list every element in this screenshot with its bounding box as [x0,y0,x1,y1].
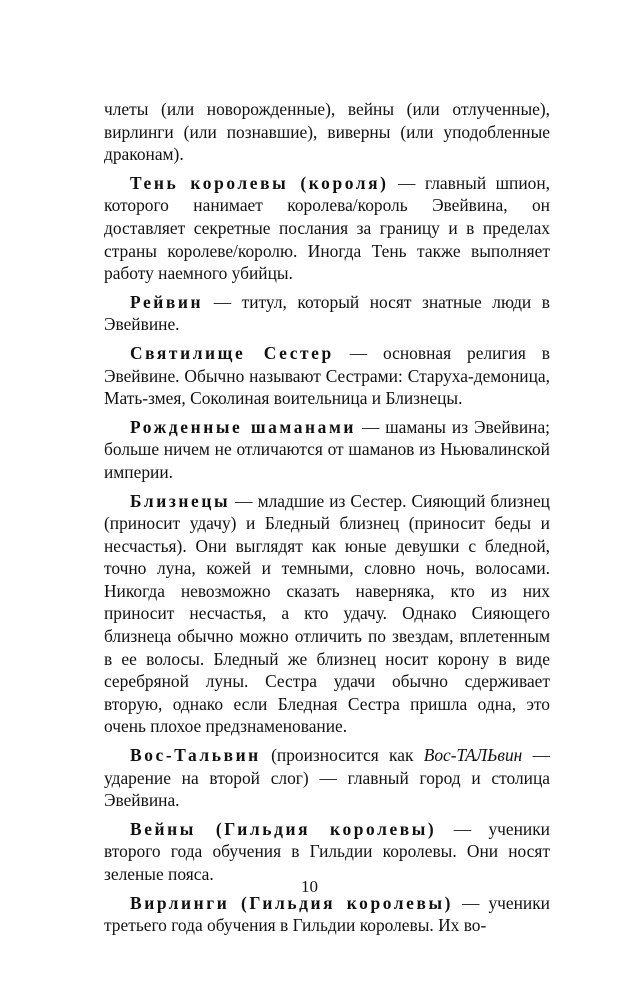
glossary-entry [104,342,550,410]
glossary-entry [104,172,550,285]
entry-term: Тень королевы (короля) [130,172,389,193]
entry-term: Рейвин [130,291,204,312]
entry-text: — младшие из Сестер. Сияющий близнец (приносит удачу) и Бледный близнец (приносит беды и несчастья). Они выглядят как юные девушки с бледной, точно луна, кожей и темными, словно ночь, волосами. Никогда невозможно сказать наверняка, кто из них приносит несчастья, а кто удачу. Однако Сияющего близнеца обычно можно отличить по звездам, вплетенным в ее волосы. Бледный же близнец носит корону в виде серебряной луны. Сестра удачи обычно сдерживает вторую, однако если Бледная Сестра пришла одна, это очень плохое предзнаменование. [104,490,550,737]
page-number: 10 [301,877,318,896]
entry-term: Святилище Сестер [130,342,334,363]
glossary-entry [104,818,550,886]
entry-term: Вирлинги (Гильдия королевы) [130,892,454,913]
entry-text: — главный шпион, которого нанимает королева/король Эвейвина, он доставляет секретные послания за границу и в пределах страны королеве/королю. Иногда Тень также выполняет работу наемного убийцы. [104,172,550,284]
glossary-entry [104,291,550,336]
glossary-entry [104,416,550,484]
entry-text: — основная религия в Эвейвине. Обычно называют Сестрами: Старуха-демоница, Мать-змея, Соколиная воительница и Близнецы. [104,342,551,409]
entry-term: Вейны (Гильдия королевы) [130,818,437,839]
entry-text-before: (произносится как [260,745,424,766]
entry-term: Вос-Тальвин [130,745,261,766]
glossary-entry [104,490,550,739]
glossary-entry [104,98,550,166]
entry-text: — шаманы из Эвейвина; больше ничем не отличаются от шаманов из Ньювалинской империи. [104,416,550,482]
entry-pronunciation: Вос-ТАЛЬвин [423,745,523,766]
entry-term: Близнецы [130,490,231,511]
entry-text: — ударение на второй слог) — главный город и столица Эвейвина. [104,745,550,811]
entry-text: — титул, который носят знатные люди в Эвейвине. [104,291,550,335]
entry-text: — ученики второго года обучения в Гильдии королевы. Они носят зеленые пояса. [104,818,550,884]
entry-term: Рожденные шаманами [130,416,357,437]
glossary-entry [104,892,550,937]
entry-text: члеты (или новорожденные), вейны (или отлученные), вирлинги (или познавшие), виверны (или уподобленные драконам). [104,99,550,165]
glossary-page [104,98,550,943]
glossary-entry [104,744,550,812]
entry-text: — ученики третьего года обучения в Гильдии королевы. Их во- [104,892,550,936]
